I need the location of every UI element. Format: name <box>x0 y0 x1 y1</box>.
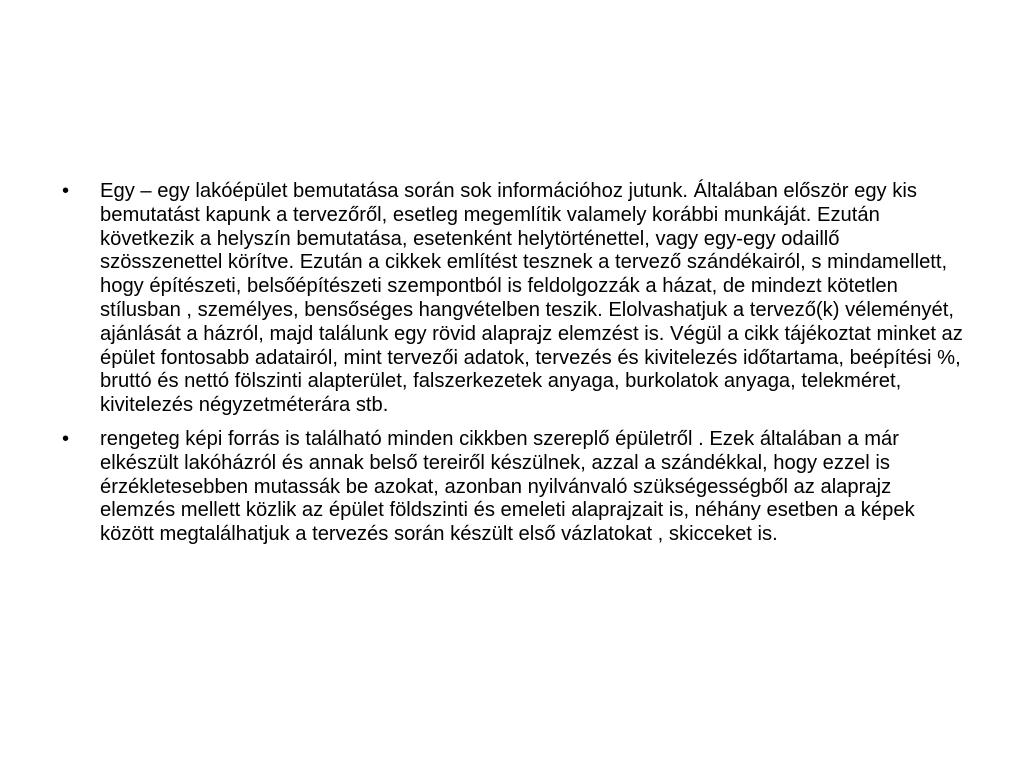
bullet-list <box>62 180 967 557</box>
bullet-icon: • <box>62 427 70 450</box>
bullet-item-1 <box>62 180 967 418</box>
bullet-text-2: rengeteg képi forrás is található minden cikkben szereplő épületről . Ezek általában a már elkészült lakóházról és annak belső tereiről készülnek, azzal a szándékkal, hogy ezzel is érzékletesebben mutassák be azokat, azonban nyilvánvaló szükségességből az alaprajz elemzés mellett közlik az épület földszinti és emeleti alaprajzait is, néhány esetben a képek között megtalálhatjuk a tervezés során készült első vázlatokat , skicceket is. <box>100 427 915 546</box>
bullet-icon: • <box>62 180 70 202</box>
bullet-text-1: Egy – egy lakóépület bemutatása során sok információhoz jutunk. Általában először egy kis bemutatást kapunk a tervezőről, esetleg megemlítik valamely korábbi munkáját. Ezután következik a helyszín bemutatása, esetenként helytörténettel, vagy egy-egy odaillő szösszenettel körítve. Ezután a cikkek említést tesznek a tervező szándékairól, s mindamellett, hogy építészeti, belsőépítészeti szempontból is feldolgozzák a házat, de mindezt kötetlen stílusban , személyes, bensőséges hangvételben teszik. Elolvashatjuk a tervező(k) véleményét, ajánlását a házról, majd találunk egy rövid alaprajz elemzést is. Végül a cikk tájékoztat minket az épület fontosabb adatairól, mint tervezői adatok, tervezés és kivitelezés időtartama, beépítési %, bruttó és nettó fölszinti alapterület, falszerkezetek anyaga, burkolatok anyaga, telekméret, kivitelezés négyzetméterára stb. <box>100 180 963 417</box>
bullet-item-2 <box>62 428 967 547</box>
